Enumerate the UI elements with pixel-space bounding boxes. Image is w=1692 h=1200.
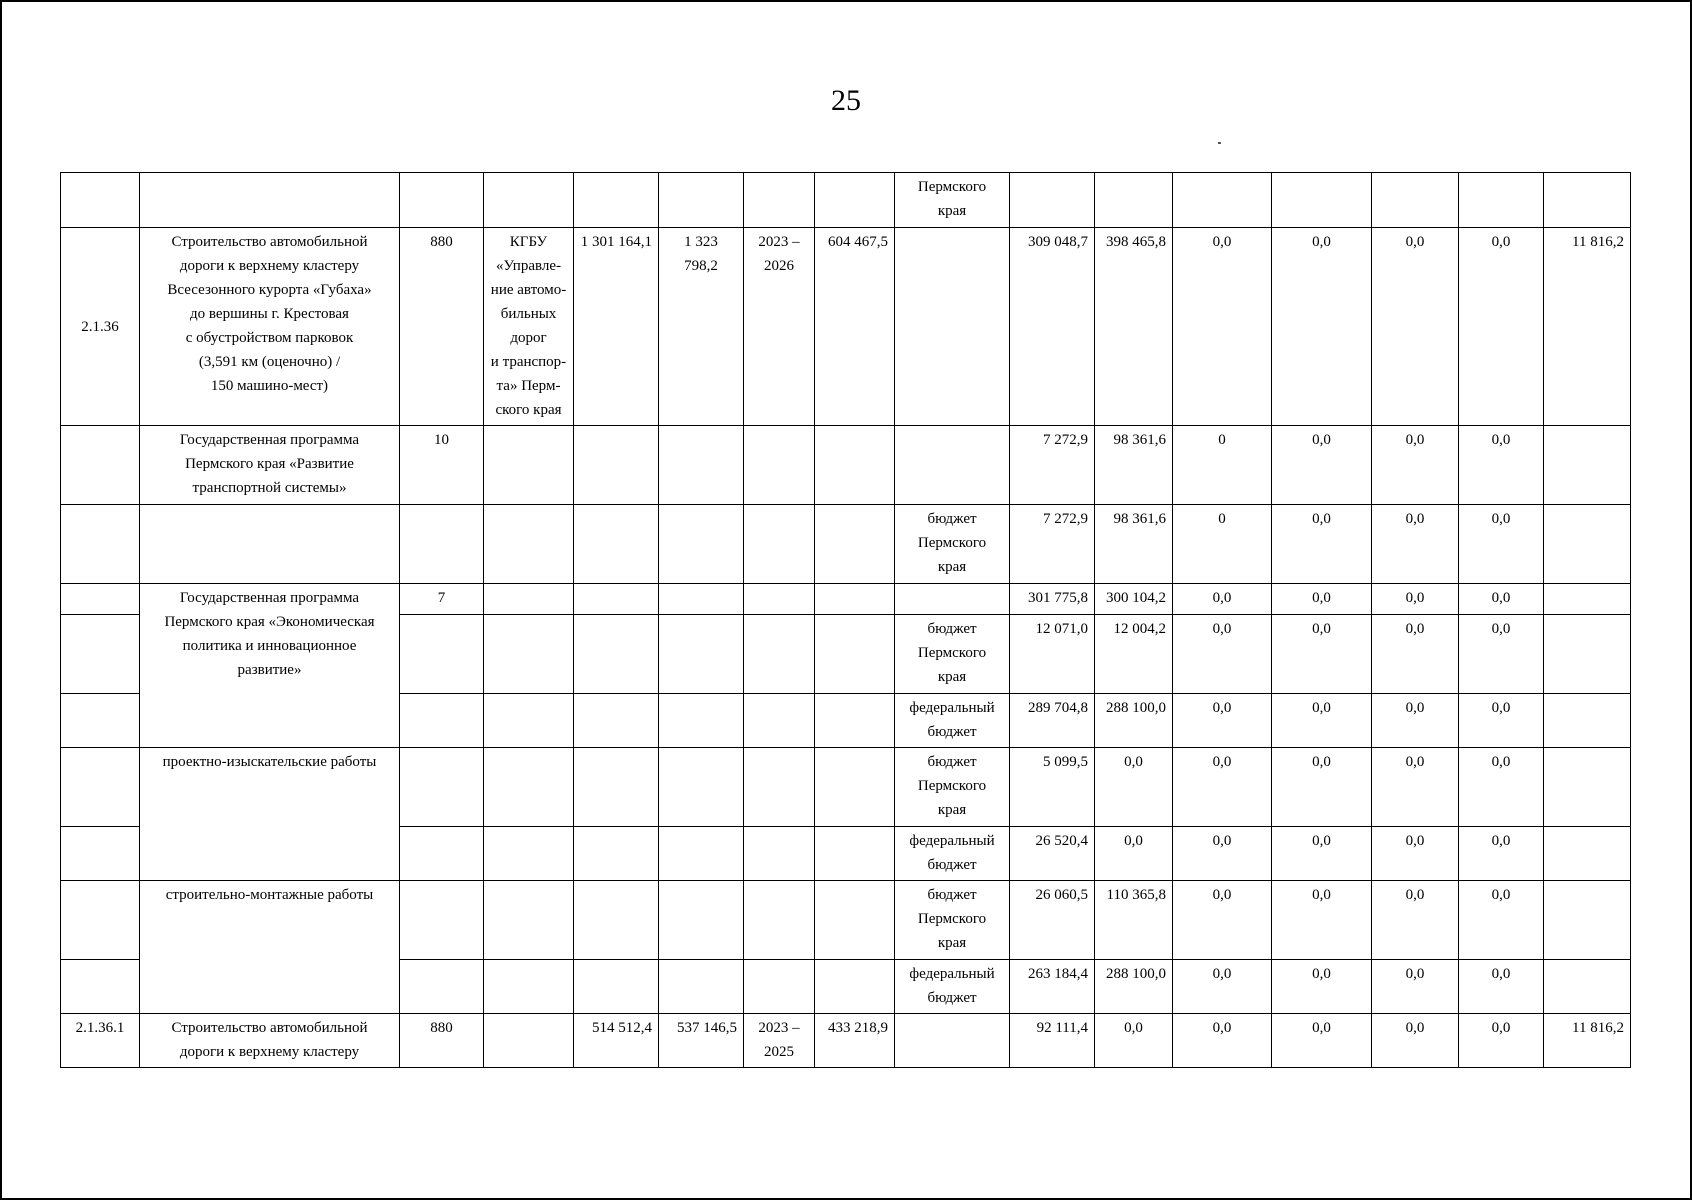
cell-c8 — [815, 615, 895, 694]
cell-c5: 1 301 164,1 — [574, 228, 659, 426]
cell-period — [744, 827, 815, 881]
cell-source: Пермского края — [895, 173, 1010, 228]
cell-c8 — [815, 694, 895, 748]
cell-year-1 — [1010, 173, 1095, 228]
cell-source: бюджет Пермского края — [895, 505, 1010, 584]
cell-name — [140, 505, 400, 584]
cell-executor — [484, 173, 574, 228]
cell-year-1: 26 060,5 — [1010, 881, 1095, 960]
cell-year-1: 7 272,9 — [1010, 426, 1095, 505]
cell-c5: 514 512,4 — [574, 1014, 659, 1068]
cell-period: 2023 – 2025 — [744, 1014, 815, 1068]
cell-year-6: 0,0 — [1459, 505, 1544, 584]
cell-name: Строительство автомобильной дороги к верхнему кластеру Всесезонного курорта «Губаха» до вершины г. Крестовая с обустройством парковок (3,591 км (оценочно) / 150 машино-мест) — [140, 228, 400, 426]
cell-year-4: 0,0 — [1272, 1014, 1372, 1068]
table-row — [61, 426, 1631, 505]
cell-c6 — [659, 881, 744, 960]
cell-grbs — [400, 881, 484, 960]
cell-name: строительно-монтажные работы — [140, 881, 400, 1014]
cell-period: 2023 – 2026 — [744, 228, 815, 426]
cell-c8 — [815, 827, 895, 881]
cell-code — [61, 960, 140, 1014]
cell-year-1: 263 184,4 — [1010, 960, 1095, 1014]
cell-c8 — [815, 881, 895, 960]
cell-year-2 — [1095, 173, 1173, 228]
cell-source: бюджет Пермского края — [895, 615, 1010, 694]
cell-source — [895, 426, 1010, 505]
cell-executor — [484, 505, 574, 584]
cell-c5 — [574, 881, 659, 960]
cell-year-5: 0,0 — [1372, 505, 1459, 584]
cell-source: бюджет Пермского края — [895, 881, 1010, 960]
cell-period — [744, 173, 815, 228]
cell-last — [1544, 173, 1631, 228]
cell-grbs — [400, 694, 484, 748]
cell-executor — [484, 748, 574, 827]
cell-c5 — [574, 505, 659, 584]
cell-year-4: 0,0 — [1272, 748, 1372, 827]
cell-year-2: 398 465,8 — [1095, 228, 1173, 426]
page-frame-top — [0, 0, 1692, 2]
table-row — [61, 173, 1631, 228]
cell-year-6: 0,0 — [1459, 960, 1544, 1014]
cell-period — [744, 694, 815, 748]
cell-period — [744, 426, 815, 505]
cell-year-3: 0 — [1173, 426, 1272, 505]
cell-executor: КГБУ «Управле- ние автомо- бильных дорог и транспор- та» Перм- ского края — [484, 228, 574, 426]
cell-year-2: 98 361,6 — [1095, 426, 1173, 505]
table-row — [61, 881, 1631, 960]
cell-year-5: 0,0 — [1372, 228, 1459, 426]
cell-c8: 604 467,5 — [815, 228, 895, 426]
cell-year-5: 0,0 — [1372, 426, 1459, 505]
cell-year-3: 0,0 — [1173, 827, 1272, 881]
cell-year-2: 0,0 — [1095, 748, 1173, 827]
cell-executor — [484, 694, 574, 748]
cell-year-2: 110 365,8 — [1095, 881, 1173, 960]
cell-year-2: 288 100,0 — [1095, 960, 1173, 1014]
cell-grbs: 10 — [400, 426, 484, 505]
cell-year-4 — [1272, 173, 1372, 228]
cell-year-4: 0,0 — [1272, 426, 1372, 505]
cell-year-3: 0,0 — [1173, 694, 1272, 748]
cell-period — [744, 748, 815, 827]
cell-source: федеральный бюджет — [895, 960, 1010, 1014]
cell-year-2: 0,0 — [1095, 827, 1173, 881]
cell-year-3: 0,0 — [1173, 748, 1272, 827]
cell-year-5: 0,0 — [1372, 881, 1459, 960]
cell-code — [61, 505, 140, 584]
cell-code — [61, 881, 140, 960]
cell-last — [1544, 505, 1631, 584]
cell-name: Государственная программа Пермского края «Экономическая политика и инновационное развитие» — [140, 584, 400, 748]
cell-period — [744, 881, 815, 960]
cell-source — [895, 1014, 1010, 1068]
cell-year-6: 0,0 — [1459, 694, 1544, 748]
cell-year-3: 0,0 — [1173, 228, 1272, 426]
cell-year-6: 0,0 — [1459, 881, 1544, 960]
cell-executor — [484, 881, 574, 960]
cell-year-5: 0,0 — [1372, 694, 1459, 748]
cell-c6: 1 323 798,2 — [659, 228, 744, 426]
cell-year-5: 0,0 — [1372, 748, 1459, 827]
cell-period — [744, 505, 815, 584]
cell-year-4: 0,0 — [1272, 584, 1372, 615]
cell-c6 — [659, 173, 744, 228]
cell-c8 — [815, 960, 895, 1014]
cell-grbs — [400, 827, 484, 881]
cell-year-1: 309 048,7 — [1010, 228, 1095, 426]
table-row — [61, 505, 1631, 584]
cell-year-5: 0,0 — [1372, 1014, 1459, 1068]
cell-year-2: 300 104,2 — [1095, 584, 1173, 615]
cell-last: 11 816,2 — [1544, 1014, 1631, 1068]
cell-grbs: 880 — [400, 1014, 484, 1068]
cell-c6: 537 146,5 — [659, 1014, 744, 1068]
cell-year-4: 0,0 — [1272, 228, 1372, 426]
cell-code — [61, 615, 140, 694]
cell-year-1: 92 111,4 — [1010, 1014, 1095, 1068]
table-row — [61, 584, 1631, 615]
cell-year-1: 26 520,4 — [1010, 827, 1095, 881]
cell-c5 — [574, 584, 659, 615]
cell-code — [61, 426, 140, 505]
cell-last — [1544, 881, 1631, 960]
cell-year-3: 0,0 — [1173, 960, 1272, 1014]
cell-last — [1544, 426, 1631, 505]
cell-c8 — [815, 584, 895, 615]
cell-last: 11 816,2 — [1544, 228, 1631, 426]
cell-c5 — [574, 827, 659, 881]
cell-c6 — [659, 584, 744, 615]
cell-source: федеральный бюджет — [895, 827, 1010, 881]
cell-c8 — [815, 505, 895, 584]
cell-last — [1544, 584, 1631, 615]
cell-year-4: 0,0 — [1272, 960, 1372, 1014]
cell-c6 — [659, 505, 744, 584]
cell-last — [1544, 748, 1631, 827]
cell-year-3: 0,0 — [1173, 615, 1272, 694]
cell-last — [1544, 615, 1631, 694]
cell-year-2: 12 004,2 — [1095, 615, 1173, 694]
cell-year-6 — [1459, 173, 1544, 228]
cell-c6 — [659, 960, 744, 1014]
cell-c8: 433 218,9 — [815, 1014, 895, 1068]
cell-grbs — [400, 960, 484, 1014]
cell-source: бюджет Пермского края — [895, 748, 1010, 827]
cell-c5 — [574, 426, 659, 505]
cell-code — [61, 748, 140, 827]
cell-code: 2.1.36.1 — [61, 1014, 140, 1068]
cell-year-6: 0,0 — [1459, 615, 1544, 694]
cell-c6 — [659, 426, 744, 505]
cell-c8 — [815, 173, 895, 228]
cell-period — [744, 960, 815, 1014]
cell-year-6: 0,0 — [1459, 827, 1544, 881]
cell-year-3 — [1173, 173, 1272, 228]
cell-name: проектно-изыскательские работы — [140, 748, 400, 881]
cell-executor — [484, 615, 574, 694]
cell-executor — [484, 960, 574, 1014]
cell-c5 — [574, 615, 659, 694]
cell-executor — [484, 1014, 574, 1068]
cell-c6 — [659, 694, 744, 748]
cell-grbs: 880 — [400, 228, 484, 426]
cell-year-1: 301 775,8 — [1010, 584, 1095, 615]
cell-year-3: 0,0 — [1173, 584, 1272, 615]
cell-code — [61, 694, 140, 748]
cell-year-5: 0,0 — [1372, 584, 1459, 615]
cell-year-3: 0,0 — [1173, 881, 1272, 960]
cell-year-6: 0,0 — [1459, 1014, 1544, 1068]
table-row — [61, 1014, 1631, 1068]
cell-year-6: 0,0 — [1459, 584, 1544, 615]
cell-executor — [484, 426, 574, 505]
cell-code: 2.1.36 — [61, 228, 140, 426]
cell-year-4: 0,0 — [1272, 881, 1372, 960]
cell-year-1: 12 071,0 — [1010, 615, 1095, 694]
cell-year-4: 0,0 — [1272, 505, 1372, 584]
cell-last — [1544, 827, 1631, 881]
cell-year-5: 0,0 — [1372, 960, 1459, 1014]
cell-year-1: 5 099,5 — [1010, 748, 1095, 827]
cell-c5 — [574, 960, 659, 1014]
cell-name: Строительство автомобильной дороги к верхнему кластеру — [140, 1014, 400, 1068]
budget-table — [60, 172, 1631, 1068]
cell-c5 — [574, 748, 659, 827]
cell-year-5: 0,0 — [1372, 827, 1459, 881]
cell-code — [61, 173, 140, 228]
cell-year-2: 288 100,0 — [1095, 694, 1173, 748]
scan-speck — [1218, 142, 1221, 144]
cell-grbs: 7 — [400, 584, 484, 615]
cell-year-3: 0,0 — [1173, 1014, 1272, 1068]
cell-source: федеральный бюджет — [895, 694, 1010, 748]
cell-grbs — [400, 748, 484, 827]
cell-c8 — [815, 748, 895, 827]
cell-c6 — [659, 827, 744, 881]
cell-code — [61, 827, 140, 881]
page-frame-left — [0, 0, 2, 1200]
cell-year-1: 289 704,8 — [1010, 694, 1095, 748]
cell-name: Государственная программа Пермского края «Развитие транспортной системы» — [140, 426, 400, 505]
cell-year-4: 0,0 — [1272, 694, 1372, 748]
table-row — [61, 748, 1631, 827]
cell-year-3: 0 — [1173, 505, 1272, 584]
cell-year-5: 0,0 — [1372, 615, 1459, 694]
cell-grbs — [400, 505, 484, 584]
cell-last — [1544, 694, 1631, 748]
cell-year-1: 7 272,9 — [1010, 505, 1095, 584]
cell-name — [140, 173, 400, 228]
cell-code — [61, 584, 140, 615]
cell-c6 — [659, 748, 744, 827]
cell-period — [744, 615, 815, 694]
cell-year-4: 0,0 — [1272, 615, 1372, 694]
cell-year-4: 0,0 — [1272, 827, 1372, 881]
cell-year-5 — [1372, 173, 1459, 228]
page-number: 25 — [831, 84, 861, 117]
cell-last — [1544, 960, 1631, 1014]
cell-grbs — [400, 173, 484, 228]
cell-executor — [484, 584, 574, 615]
cell-year-2: 98 361,6 — [1095, 505, 1173, 584]
cell-source — [895, 228, 1010, 426]
cell-grbs — [400, 615, 484, 694]
cell-year-6: 0,0 — [1459, 426, 1544, 505]
cell-c5 — [574, 694, 659, 748]
cell-c8 — [815, 426, 895, 505]
cell-period — [744, 584, 815, 615]
cell-year-2: 0,0 — [1095, 1014, 1173, 1068]
cell-year-6: 0,0 — [1459, 228, 1544, 426]
cell-executor — [484, 827, 574, 881]
cell-source — [895, 584, 1010, 615]
cell-year-6: 0,0 — [1459, 748, 1544, 827]
table-row — [61, 228, 1631, 426]
cell-c5 — [574, 173, 659, 228]
cell-c6 — [659, 615, 744, 694]
